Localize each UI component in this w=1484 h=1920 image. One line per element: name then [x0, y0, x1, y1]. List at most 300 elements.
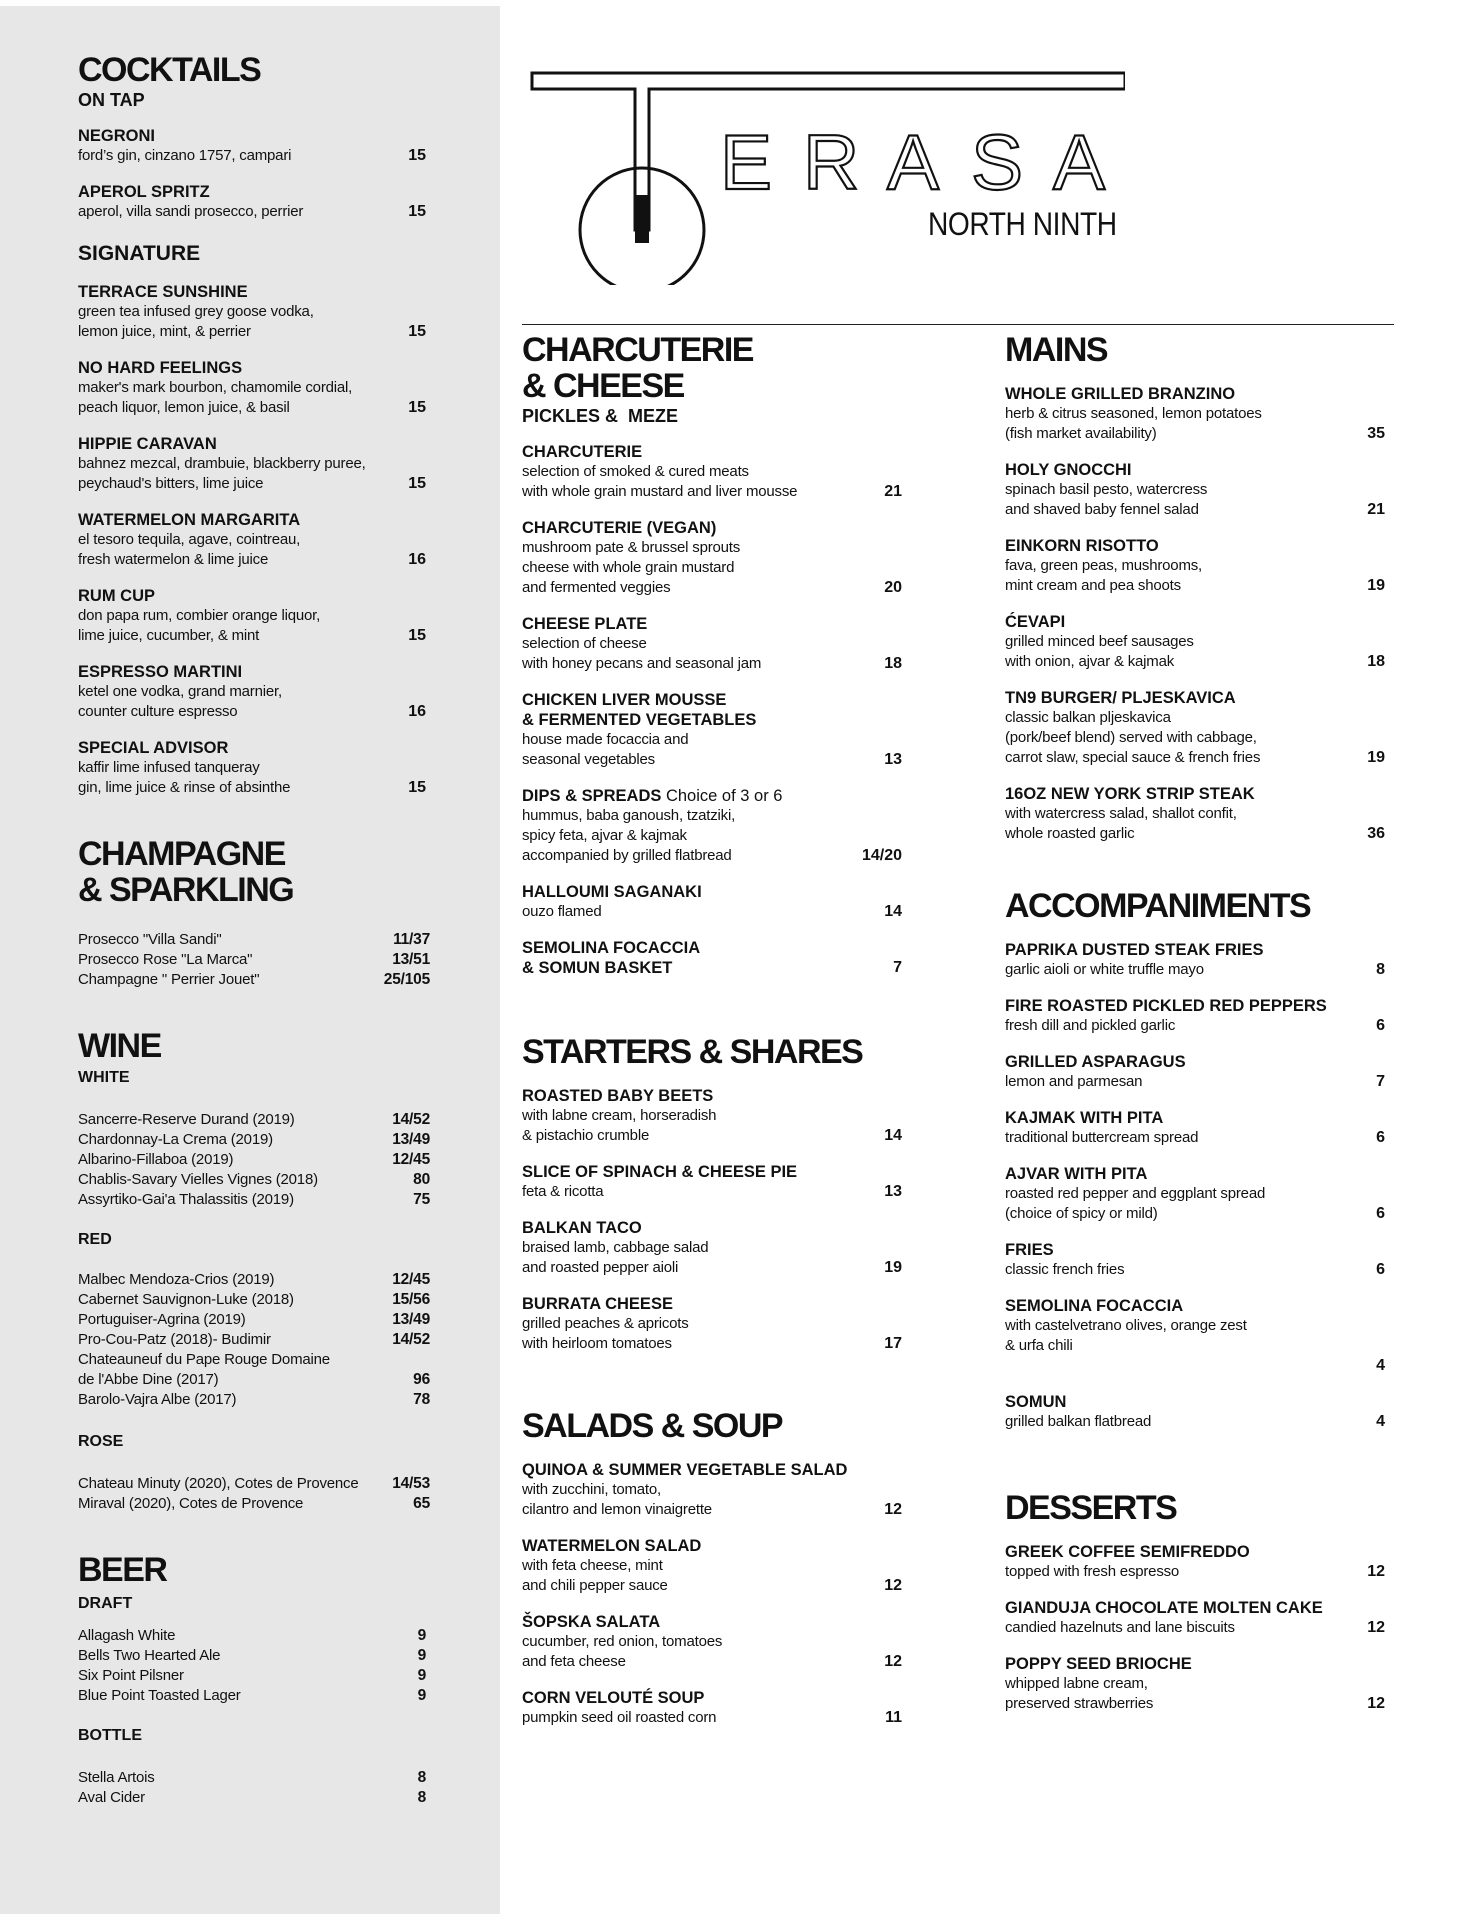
- item-price: 6: [1376, 1261, 1385, 1278]
- menu-item: [78, 510, 458, 570]
- item-description: lime juice, cucumber, & mint: [78, 627, 260, 644]
- list-item-name: Chablis-Savary Vielles Vignes (2018): [78, 1171, 318, 1188]
- list-item: [78, 930, 458, 950]
- item-price: 19: [1367, 577, 1385, 594]
- item-price: 12: [884, 1577, 902, 1594]
- list-item-price: 9: [417, 1627, 426, 1644]
- list-item-name: Six Point Pilsner: [78, 1667, 184, 1684]
- list-item-price: 25/105: [383, 971, 430, 988]
- item-price: 12: [884, 1653, 902, 1670]
- item-description: don papa rum, combier orange liquor,: [78, 607, 321, 624]
- item-description: pumpkin seed oil roasted corn: [522, 1709, 717, 1726]
- beer-heading: BEER: [78, 1551, 167, 1589]
- item-description: herb & citrus seasoned, lemon potatoes: [1005, 405, 1262, 422]
- list-item-price: 14/53: [392, 1475, 430, 1492]
- item-description: with zucchini, tomato,: [522, 1481, 661, 1498]
- list-item-price: 9: [417, 1647, 426, 1664]
- item-price: 12: [884, 1501, 902, 1518]
- mains-list: [1005, 384, 1385, 844]
- list-item: [78, 1310, 458, 1330]
- item-description: ford’s gin, cinzano 1757, campari: [78, 147, 292, 164]
- list-item: [78, 1190, 458, 1210]
- item-price: 13: [884, 1183, 902, 1200]
- item-description: fresh watermelon & lime juice: [78, 551, 269, 568]
- item-name-text: ŠOPSKA SALATA: [522, 1613, 661, 1631]
- item-name-text: ROASTED BABY BEETS: [522, 1087, 714, 1105]
- item-description: bahnez mezcal, drambuie, blackberry puree,: [78, 455, 366, 472]
- desserts-list: [1005, 1542, 1385, 1714]
- item-description: (pork/beef blend) served with cabbage,: [1005, 729, 1257, 746]
- item-name: [78, 510, 458, 530]
- item-price: 7: [893, 959, 902, 976]
- red-wine-list: [78, 1270, 458, 1410]
- item-price: 6: [1376, 1129, 1385, 1146]
- item-name: [1005, 1542, 1385, 1562]
- item-name-text: CHARCUTERIE: [522, 443, 643, 461]
- list-item-price: 13/49: [392, 1131, 430, 1148]
- item-name-text: ĆEVAPI: [1005, 613, 1066, 631]
- item-name-text: FRIES: [1005, 1241, 1054, 1259]
- list-item: [78, 1768, 458, 1788]
- item-price: 12: [1367, 1619, 1385, 1636]
- menu-item: [522, 1536, 902, 1596]
- item-description: and feta cheese: [522, 1653, 626, 1670]
- item-name-line2: & FERMENTED VEGETABLES: [522, 711, 757, 729]
- menu-item: [522, 1086, 902, 1146]
- list-item-name: Albarino-Fillaboa (2019): [78, 1151, 234, 1168]
- list-item-name: Barolo-Vajra Albe (2017): [78, 1391, 237, 1408]
- item-description: cheese with whole grain mustard: [522, 559, 735, 576]
- list-item: [78, 950, 458, 970]
- list-item-price: 80: [413, 1171, 430, 1188]
- item-price: 19: [884, 1259, 902, 1276]
- item-price: 15: [408, 627, 426, 644]
- item-name-text: HOLY GNOCCHI: [1005, 461, 1132, 479]
- list-item: [78, 1646, 458, 1666]
- item-name: [78, 586, 458, 606]
- item-description: cilantro and lemon vinaigrette: [522, 1501, 712, 1518]
- item-price: 13: [884, 751, 902, 768]
- item-name-text: WATERMELON MARGARITA: [78, 511, 301, 529]
- item-description: [1005, 1356, 1385, 1376]
- list-item: [78, 1330, 458, 1350]
- list-item-price: 8: [417, 1769, 426, 1786]
- item-price: 7: [1376, 1073, 1385, 1090]
- menu-item: [78, 126, 458, 166]
- item-name-text: PAPRIKA DUSTED STEAK FRIES: [1005, 941, 1264, 959]
- list-item: [78, 1370, 458, 1390]
- list-item-name: Assyrtiko-Gai'a Thalassitis (2019): [78, 1191, 294, 1208]
- item-name: [78, 358, 458, 378]
- item-name-text: 16OZ NEW YORK STRIP STEAK: [1005, 785, 1255, 803]
- list-item: [78, 1474, 458, 1494]
- list-item-price: 13/51: [392, 951, 430, 968]
- item-description: (fish market availability): [1005, 425, 1157, 442]
- menu-item: [522, 442, 902, 502]
- starters-heading: STARTERS & SHARES: [522, 1033, 863, 1071]
- item-name: [522, 1218, 902, 1238]
- menu-item: [1005, 1108, 1385, 1148]
- menu-item: [522, 786, 902, 866]
- item-description: and chili pepper sauce: [522, 1577, 668, 1594]
- header-divider: [522, 324, 1394, 325]
- item-name: [1005, 384, 1385, 404]
- list-item-name: Portuguiser-Agrina (2019): [78, 1311, 246, 1328]
- list-item-name: Pro-Cou-Patz (2018)- Budimir: [78, 1331, 271, 1348]
- salads-heading: SALADS & SOUP: [522, 1407, 783, 1445]
- menu-item: [522, 1218, 902, 1278]
- item-name-text: DIPS & SPREADS: [522, 787, 662, 805]
- item-price: 16: [408, 551, 426, 568]
- item-price: 4: [1376, 1357, 1385, 1374]
- item-name-text: HIPPIE CARAVAN: [78, 435, 217, 453]
- food-column-right: [1005, 332, 1385, 1714]
- list-item-price: 13/49: [392, 1311, 430, 1328]
- logo-letter-r: R: [803, 118, 860, 206]
- item-price: 8: [1376, 961, 1385, 978]
- item-description: and shaved baby fennel salad: [1005, 501, 1199, 518]
- list-item: [78, 1626, 458, 1646]
- menu-item: [78, 662, 458, 722]
- menu-item: [522, 882, 902, 922]
- list-item: [78, 1788, 458, 1808]
- item-name: [1005, 536, 1385, 556]
- item-name: [522, 1294, 902, 1314]
- item-description: classic french fries: [1005, 1261, 1125, 1278]
- accompaniments-heading: ACCOMPANIMENTS: [1005, 887, 1311, 925]
- item-price: 11: [885, 1709, 902, 1726]
- starters-list: [522, 1086, 902, 1354]
- on-tap-list: [78, 126, 458, 222]
- item-name: [1005, 460, 1385, 480]
- menu-item: [522, 938, 902, 978]
- menu-item: [1005, 612, 1385, 672]
- wine-red-subheading: RED: [78, 1231, 112, 1248]
- item-name-text: CORN VELOUTÉ SOUP: [522, 1689, 705, 1707]
- item-description: and roasted pepper aioli: [522, 1259, 679, 1276]
- item-description: with whole grain mustard and liver mousse: [522, 483, 798, 500]
- item-description: house made focaccia and: [522, 731, 689, 748]
- item-description: counter culture espresso: [78, 703, 238, 720]
- wine-heading: WINE: [78, 1027, 161, 1065]
- item-name: [78, 282, 458, 302]
- item-name-text: TERRACE SUNSHINE: [78, 283, 248, 301]
- list-item-name: Bells Two Hearted Ale: [78, 1647, 221, 1664]
- desserts-heading: DESSERTS: [1005, 1489, 1177, 1527]
- menu-item: [78, 738, 458, 798]
- item-description: fresh dill and pickled garlic: [1005, 1017, 1176, 1034]
- drinks-column: [78, 52, 458, 1808]
- item-price: 16: [408, 703, 426, 720]
- menu-item: [78, 358, 458, 418]
- item-price: 4: [1376, 1413, 1385, 1430]
- item-name-line2: & SOMUN BASKET: [522, 959, 673, 977]
- list-item-price: 15/56: [392, 1291, 430, 1308]
- item-description: peach liquor, lemon juice, & basil: [78, 399, 290, 416]
- logo-subtitle: NORTH NINTH: [928, 206, 1117, 242]
- cocktails-heading: COCKTAILS: [78, 51, 261, 89]
- item-description: fava, green peas, mushrooms,: [1005, 557, 1203, 574]
- item-description: with heirloom tomatoes: [522, 1335, 672, 1352]
- menu-item: [1005, 1240, 1385, 1280]
- item-name: [1005, 1164, 1385, 1184]
- item-description: peychaud's bitters, lime juice: [78, 475, 264, 492]
- item-description: & pistachio crumble: [522, 1127, 650, 1144]
- item-description: kaffir lime infused tanqueray: [78, 759, 260, 776]
- item-description: feta & ricotta: [522, 1183, 604, 1200]
- item-name-text: BURRATA CHEESE: [522, 1295, 673, 1313]
- rose-wine-list: [78, 1474, 458, 1514]
- logo-letter-s: S: [971, 118, 1024, 206]
- item-description: whole roasted garlic: [1005, 825, 1135, 842]
- item-description: selection of smoked & cured meats: [522, 463, 749, 480]
- item-description: garlic aioli or white truffle mayo: [1005, 961, 1204, 978]
- list-item: [78, 1290, 458, 1310]
- menu-item: [1005, 1052, 1385, 1092]
- item-name: [1005, 1108, 1385, 1128]
- menu-item: [1005, 688, 1385, 768]
- item-name: [1005, 1598, 1385, 1618]
- item-name-note: Choice of 3 or 6: [665, 787, 783, 805]
- salads-list: [522, 1460, 902, 1728]
- list-item-name: Blue Point Toasted Lager: [78, 1687, 241, 1704]
- menu-item: [1005, 460, 1385, 520]
- item-name: [522, 1086, 902, 1106]
- list-item: [78, 1494, 458, 1514]
- item-name-text: NO HARD FEELINGS: [78, 359, 243, 377]
- item-name-text: SPECIAL ADVISOR: [78, 739, 229, 757]
- item-description: maker's mark bourbon, chamomile cordial,: [78, 379, 353, 396]
- item-name: [1005, 1296, 1385, 1316]
- list-item-name: Champagne " Perrier Jouet": [78, 971, 260, 988]
- item-price: 18: [1367, 653, 1385, 670]
- item-description: topped with fresh espresso: [1005, 1563, 1180, 1580]
- item-description: gin, lime juice & rinse of absinthe: [78, 779, 291, 796]
- item-name-text: NEGRONI: [78, 127, 156, 145]
- menu-item: [522, 1612, 902, 1672]
- item-price: 19: [1367, 749, 1385, 766]
- item-description: with labne cream, horseradish: [522, 1107, 717, 1124]
- item-price: 35: [1367, 425, 1385, 442]
- menu-item: [78, 282, 458, 342]
- item-price: 18: [884, 655, 902, 672]
- item-description: accompanied by grilled flatbread: [522, 847, 732, 864]
- list-item: [78, 970, 458, 990]
- item-name-text: SEMOLINA FOCACCIA: [522, 939, 701, 957]
- item-name: [522, 518, 902, 538]
- menu-item: [522, 1294, 902, 1354]
- logo-letter-a1: A: [887, 118, 940, 206]
- list-item-price: 11/37: [393, 931, 430, 948]
- list-item: [78, 1270, 458, 1290]
- item-name: [78, 126, 458, 146]
- item-name-text: BALKAN TACO: [522, 1219, 642, 1237]
- item-description: preserved strawberries: [1005, 1695, 1154, 1712]
- list-item-name: de l'Abbe Dine (2017): [78, 1371, 219, 1388]
- logo-letter-a2: A: [1053, 118, 1106, 206]
- item-name: [522, 786, 902, 806]
- list-item-price: 75: [413, 1191, 430, 1208]
- item-description: green tea infused grey goose vodka,: [78, 303, 314, 320]
- terasa-logo: [525, 65, 1125, 285]
- list-item-name: Chateau Minuty (2020), Cotes de Provence: [78, 1475, 359, 1492]
- item-description: el tesoro tequila, agave, cointreau,: [78, 531, 301, 548]
- item-name-text: GREEK COFFEE SEMIFREDDO: [1005, 1543, 1250, 1561]
- item-price: 12: [1367, 1695, 1385, 1712]
- item-price: 15: [408, 323, 426, 340]
- item-name: [522, 1688, 902, 1708]
- item-description: ketel one vodka, grand marnier,: [78, 683, 282, 700]
- item-name: [78, 434, 458, 454]
- item-name-text: SOMUN: [1005, 1393, 1067, 1411]
- item-description: mint cream and pea shoots: [1005, 577, 1181, 594]
- item-name: [1005, 688, 1385, 708]
- item-price: 17: [884, 1335, 902, 1352]
- menu-item: [1005, 784, 1385, 844]
- item-name-text: GRILLED ASPARAGUS: [1005, 1053, 1186, 1071]
- item-name: [1005, 1392, 1385, 1412]
- item-name: [522, 614, 902, 634]
- champagne-heading: CHAMPAGNE & SPARKLING: [78, 835, 294, 909]
- menu-item: [1005, 1654, 1385, 1714]
- item-description: with feta cheese, mint: [522, 1557, 663, 1574]
- item-description: mushroom pate & brussel sprouts: [522, 539, 741, 556]
- item-name: [522, 938, 902, 958]
- item-name: [522, 882, 902, 902]
- item-name: [522, 690, 902, 710]
- list-item: [78, 1686, 458, 1706]
- menu-item: [522, 1688, 902, 1728]
- list-item-name: Cabernet Sauvignon-Luke (2018): [78, 1291, 294, 1308]
- item-name: [1005, 1052, 1385, 1072]
- item-description: spinach basil pesto, watercress: [1005, 481, 1208, 498]
- item-name: [1005, 996, 1385, 1016]
- menu-item: [1005, 1164, 1385, 1224]
- list-item-name: Prosecco Rose "La Marca": [78, 951, 253, 968]
- menu-item: [1005, 536, 1385, 596]
- item-name-text: WATERMELON SALAD: [522, 1537, 702, 1555]
- item-description: seasonal vegetables: [522, 751, 655, 768]
- charcuterie-list: [522, 442, 902, 978]
- menu-item: [522, 1162, 902, 1202]
- item-price: 20: [884, 579, 902, 596]
- item-name-text: POPPY SEED BRIOCHE: [1005, 1655, 1192, 1673]
- bottle-beer-list: [78, 1768, 458, 1808]
- item-name-text: SEMOLINA FOCACCIA: [1005, 1297, 1184, 1315]
- list-item-name: Miraval (2020), Cotes de Provence: [78, 1495, 304, 1512]
- item-price: 14: [884, 1127, 902, 1144]
- item-name: [78, 662, 458, 682]
- item-name-text: KAJMAK WITH PITA: [1005, 1109, 1164, 1127]
- item-description: roasted red pepper and eggplant spread: [1005, 1185, 1266, 1202]
- item-price: 21: [1367, 501, 1385, 518]
- item-name-text: WHOLE GRILLED BRANZINO: [1005, 385, 1236, 403]
- champagne-list: [78, 930, 458, 990]
- item-name-text: FIRE ROASTED PICKLED RED PEPPERS: [1005, 997, 1327, 1015]
- mains-heading: MAINS: [1005, 331, 1108, 369]
- item-description: with watercress salad, shallot confit,: [1005, 805, 1237, 822]
- list-item-name: Sancerre-Reserve Durand (2019): [78, 1111, 295, 1128]
- menu-item: [1005, 996, 1385, 1036]
- list-item-price: 9: [417, 1687, 426, 1704]
- item-name: [1005, 612, 1385, 632]
- item-name: [78, 738, 458, 758]
- menu-item: [1005, 940, 1385, 980]
- item-price: 14: [884, 903, 902, 920]
- charcuterie-heading: CHARCUTERIE & CHEESE: [522, 331, 753, 405]
- menu-item: [78, 182, 458, 222]
- list-item-price: 12/45: [392, 1271, 430, 1288]
- item-price: 15: [408, 147, 426, 164]
- item-description: (choice of spicy or mild): [1005, 1205, 1158, 1222]
- item-name: [1005, 940, 1385, 960]
- accompaniments-list: [1005, 940, 1385, 1432]
- list-item: [78, 1150, 458, 1170]
- draft-beer-list: [78, 1626, 458, 1706]
- item-description: & urfa chili: [1005, 1337, 1073, 1354]
- item-description: classic balkan pljeskavica: [1005, 709, 1171, 726]
- list-item-price: 78: [413, 1391, 430, 1408]
- item-price: 15: [408, 203, 426, 220]
- menu-item: [522, 518, 902, 598]
- item-price: 14/20: [861, 847, 902, 864]
- item-description: whipped labne cream,: [1005, 1675, 1148, 1692]
- item-description: lemon and parmesan: [1005, 1073, 1143, 1090]
- list-item-name: Chateauneuf du Pape Rouge Domaine: [78, 1351, 330, 1368]
- item-name-text: GIANDUJA CHOCOLATE MOLTEN CAKE: [1005, 1599, 1323, 1617]
- item-description: traditional buttercream spread: [1005, 1129, 1199, 1146]
- item-price: 36: [1367, 825, 1385, 842]
- list-item-price: 14/52: [392, 1111, 430, 1128]
- item-name: [522, 1460, 902, 1480]
- item-name-text: APEROL SPRITZ: [78, 183, 210, 201]
- menu-item: [1005, 1598, 1385, 1638]
- item-description: with onion, ajvar & kajmak: [1005, 653, 1175, 670]
- food-column-left: [522, 332, 902, 1728]
- list-item: [78, 1170, 458, 1190]
- item-name: [522, 1162, 902, 1182]
- wine-white-subheading: WHITE: [78, 1069, 130, 1086]
- item-description: lemon juice, mint, & perrier: [78, 323, 251, 340]
- list-item: [78, 1666, 458, 1686]
- list-item-price: 14/52: [392, 1331, 430, 1348]
- list-item-name: Stella Artois: [78, 1769, 155, 1786]
- list-item-name: Allagash White: [78, 1627, 176, 1644]
- item-description: braised lamb, cabbage salad: [522, 1239, 709, 1256]
- item-name: [1005, 784, 1385, 804]
- list-item-price: 96: [413, 1371, 430, 1388]
- beer-draft-subheading: DRAFT: [78, 1595, 133, 1612]
- item-name-text: EINKORN RISOTTO: [1005, 537, 1159, 555]
- item-price: 6: [1376, 1017, 1385, 1034]
- list-item-price: 9: [417, 1667, 426, 1684]
- item-description: aperol, villa sandi prosecco, perrier: [78, 203, 304, 220]
- menu-item: [522, 1460, 902, 1520]
- item-description: grilled minced beef sausages: [1005, 633, 1194, 650]
- item-name-text: ESPRESSO MARTINI: [78, 663, 243, 681]
- menu-item: [1005, 1542, 1385, 1582]
- charcuterie-subheading: PICKLES & MEZE: [522, 406, 679, 426]
- item-name-text: HALLOUMI SAGANAKI: [522, 883, 702, 901]
- item-price: 21: [884, 483, 902, 500]
- list-item-name: Prosecco "Villa Sandi": [78, 931, 222, 948]
- item-description: and fermented veggies: [522, 579, 671, 596]
- menu-item: [1005, 384, 1385, 444]
- item-price: 15: [408, 779, 426, 796]
- item-name-text: CHARCUTERIE (VEGAN): [522, 519, 717, 537]
- on-tap-subheading: ON TAP: [78, 90, 145, 110]
- item-price: 12: [1367, 1563, 1385, 1580]
